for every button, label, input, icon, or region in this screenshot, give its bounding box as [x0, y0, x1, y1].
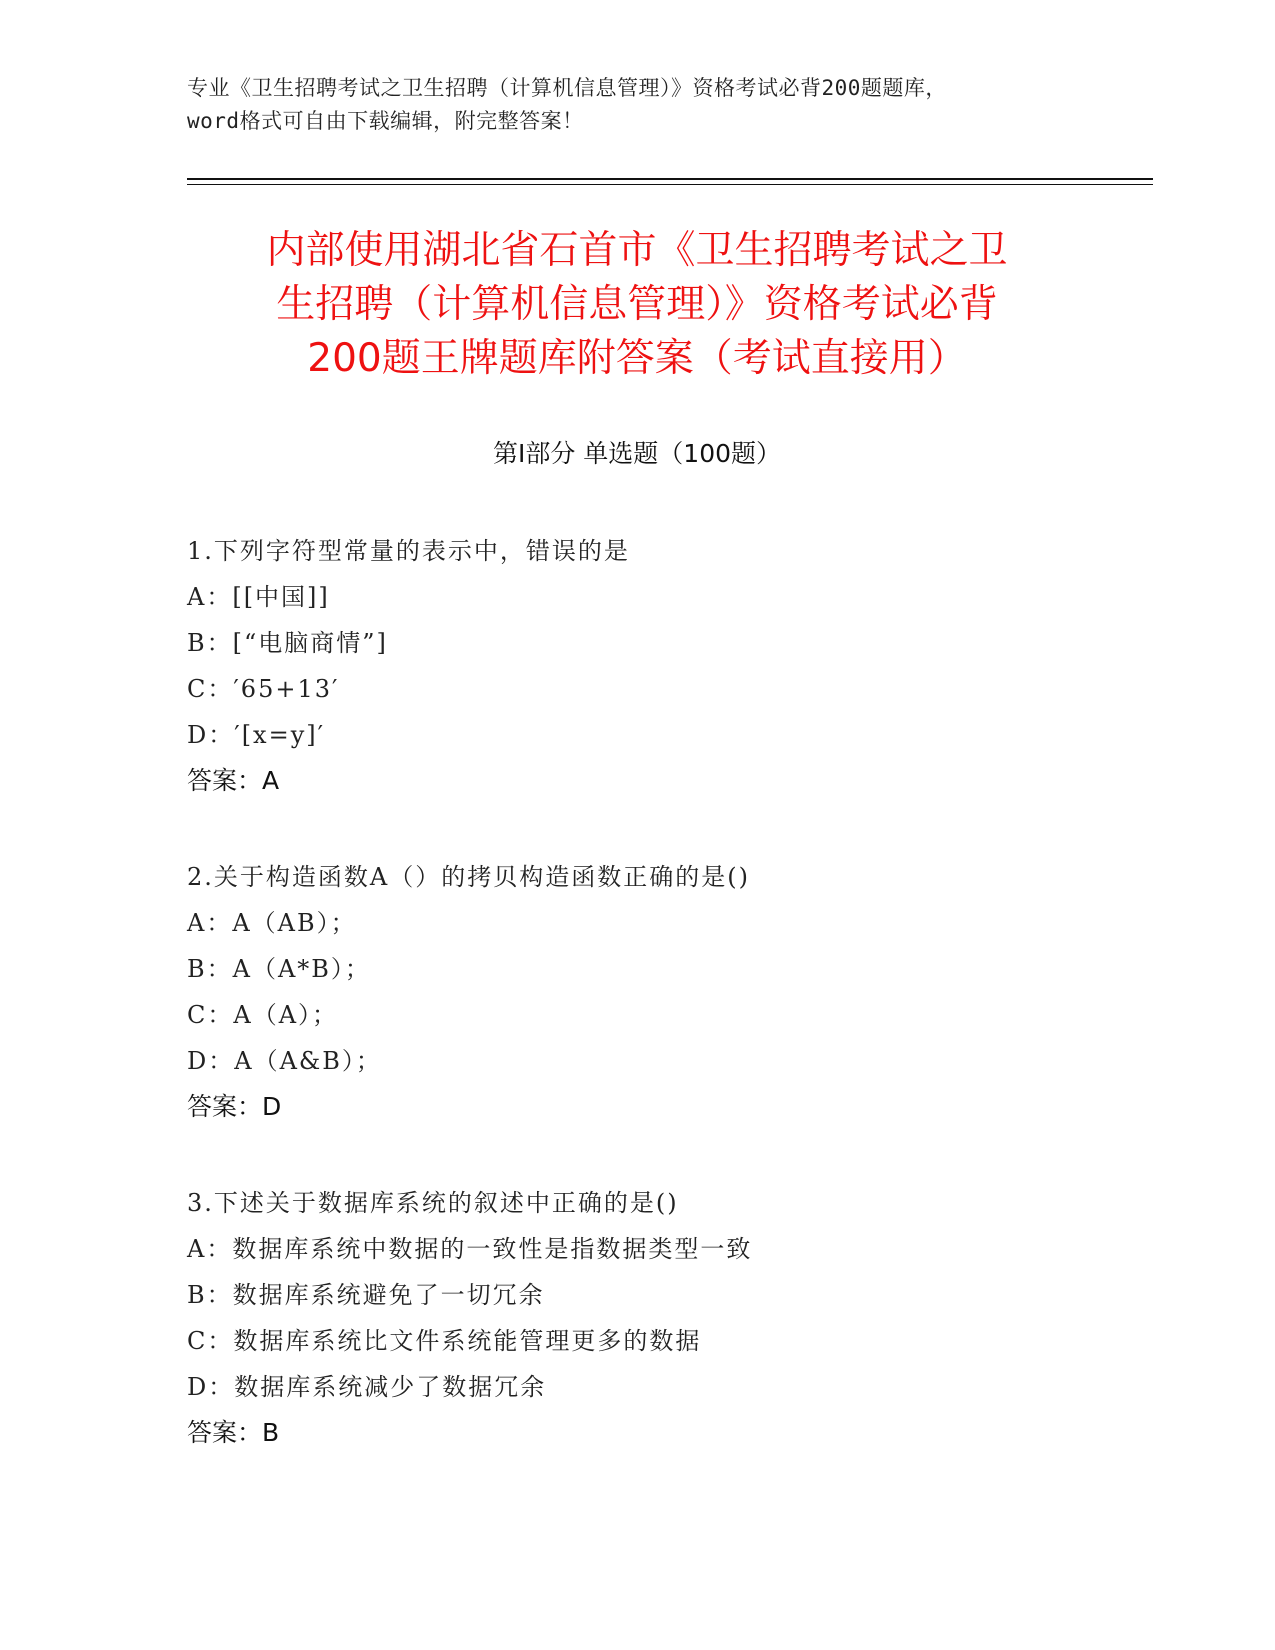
document-title-line-1: 内部使用湖北省石首市《卫生招聘考试之卫	[266, 228, 1008, 273]
answer-label: 答案：D	[187, 1092, 282, 1121]
question-list	[187, 528, 1147, 1506]
question-3	[187, 1180, 1147, 1456]
option-c: C：A（A）；	[187, 1001, 339, 1029]
header-note-line-1: 专业《卫生招聘考试之卫生招聘（计算机信息管理）》资格考试必背200题题库，	[187, 76, 947, 100]
header-note	[187, 72, 1087, 138]
header-note-line-2: word格式可自由下载编辑，附完整答案！	[187, 109, 584, 133]
option-d: D：A（A&B）；	[187, 1047, 382, 1075]
option-b: B：[“电脑商情”]	[187, 629, 388, 657]
question-1	[187, 528, 1147, 804]
option-c: C：′65+13′	[187, 675, 340, 703]
question-2	[187, 854, 1147, 1130]
question-stem: 1.下列字符型常量的表示中，错误的是	[187, 537, 630, 565]
option-a: A：A（AB）；	[187, 909, 357, 937]
option-d: D：数据库系统减少了数据冗余	[187, 1373, 547, 1401]
option-a: A：数据库系统中数据的一致性是指数据类型一致	[187, 1235, 753, 1263]
document-title	[187, 224, 1087, 386]
document-title-line-2: 生招聘（计算机信息管理）》资格考试必背	[276, 282, 998, 327]
option-b: B：数据库系统避免了一切冗余	[187, 1281, 545, 1309]
document-title-line-3: 200题王牌题库附答案（考试直接用）	[307, 336, 967, 381]
header-rule-thin	[187, 184, 1153, 185]
option-a: A：[[中国]]	[187, 583, 330, 611]
option-d: D：′[x=y]′	[187, 721, 326, 749]
answer-label: 答案：B	[187, 1418, 280, 1447]
question-stem: 3.下述关于数据库系统的叙述中正确的是()	[187, 1189, 679, 1217]
section-title: 第Ⅰ部分 单选题（100题）	[492, 439, 782, 468]
answer-label: 答案：A	[187, 766, 280, 795]
option-c: C：数据库系统比文件系统能管理更多的数据	[187, 1327, 702, 1355]
header-rule-thick	[187, 178, 1153, 180]
question-stem: 2.关于构造函数A（）的拷贝构造函数正确的是()	[187, 863, 750, 891]
option-b: B：A（A*B）；	[187, 955, 371, 983]
